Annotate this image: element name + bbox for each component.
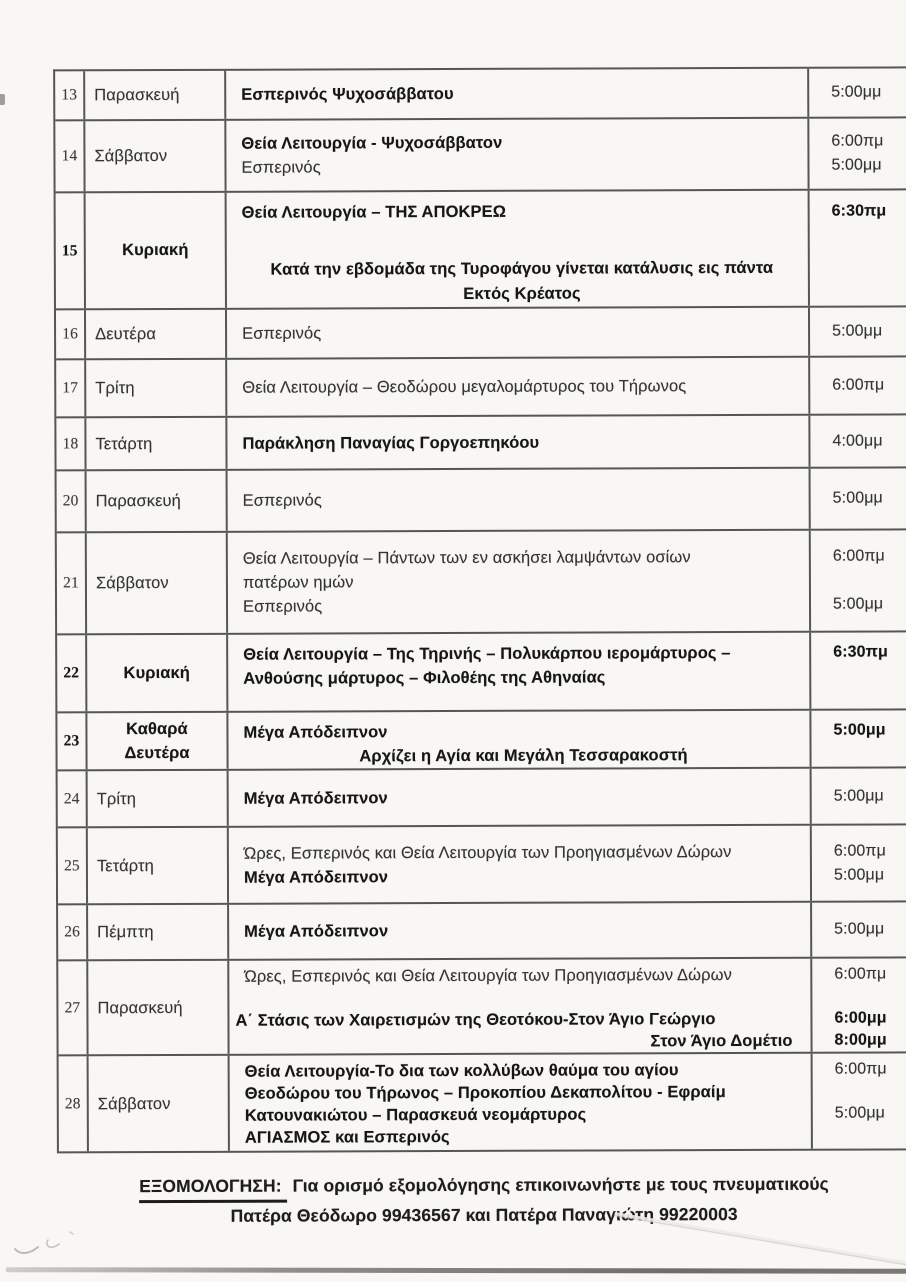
service-cell [226, 633, 809, 711]
service-time [835, 1080, 906, 1102]
schedule-table [53, 66, 906, 1153]
service-text: Εσπερινός [241, 158, 321, 177]
day-name-cell [86, 961, 227, 1054]
service-time [833, 568, 906, 592]
day-number-cell [55, 121, 83, 191]
time-cell [808, 190, 906, 305]
day-name-cell [83, 121, 224, 191]
table-row [56, 415, 906, 471]
day-number: 20 [62, 492, 79, 510]
time-cell [807, 118, 906, 188]
service-time: 5:00μμ [833, 786, 884, 805]
day-number: 21 [63, 574, 79, 592]
table-row [58, 825, 906, 905]
confession-note-line1 [60, 1170, 906, 1203]
service-text: Εσπερινός [242, 597, 323, 616]
day-name-cell [86, 771, 227, 826]
day-number: 23 [63, 732, 80, 750]
service-cell [228, 1054, 811, 1151]
service-time: 6:30πμ [831, 202, 887, 220]
service-text [242, 224, 802, 258]
time-cell [808, 415, 906, 466]
time-cell [809, 530, 906, 630]
time-cell [810, 958, 906, 1051]
pencil-scribble-artifact [12, 1222, 104, 1260]
service-text: Ώρες, Εσπερινός και Θεία Λειτουργία των Προηγιασμένων Δώρων [243, 842, 732, 863]
day-number: 14 [61, 147, 78, 165]
service-text: Αρχίζει η Αγία και Μεγάλη Τεσσαρακοστή [359, 746, 688, 766]
time-cell [807, 68, 906, 116]
table-row [55, 68, 906, 121]
service-time: 6:00πμ [832, 376, 885, 394]
service-text: Θεία Λειτουργία – Της Τηρινής – Πολυκάρπου ιερομάρτυρος – [243, 644, 731, 664]
service-time: 6:00πμ [832, 547, 885, 565]
day-name-cell [85, 713, 226, 769]
service-time: 6:00πμ [834, 1060, 887, 1078]
service-time: 4:00μμ [832, 431, 883, 450]
service-time: 6:00πμ [834, 965, 887, 983]
day-name: Δευτέρα [95, 325, 157, 344]
day-name-cell [84, 310, 225, 358]
service-text: Θεοδώρου του Τήρωνος – Προκοπίου Δεκαπολίτου - Εφραίμ [244, 1083, 726, 1103]
confession-text: Για ορισμό εξομολόγησης επικοινωνήστε με τους πνευματικούς [292, 1173, 829, 1196]
service-text: Εσπερινός Ψυχοσάββατου [241, 84, 454, 104]
time-cell [811, 1053, 906, 1148]
day-name: Σάββατον [95, 573, 169, 593]
service-text: Θεία Λειτουργία-Το δια των κολλύβων θαύμα του αγίου [244, 1061, 679, 1081]
service-text: Παράκληση Παναγίας Γοργοεπηκόου [242, 433, 540, 453]
time-cell [809, 632, 906, 708]
day-name-cell [86, 905, 227, 959]
service-text: Θεία Λειτουργία – ΤΗΣ ΑΠΟΚΡΕΩ [241, 202, 507, 222]
day-name: Δευτέρα [124, 743, 190, 763]
day-number-cell [56, 418, 84, 469]
day-number-cell [58, 961, 86, 1054]
service-time: 5:00μμ [834, 1104, 886, 1122]
day-number: 13 [61, 86, 78, 104]
service-time: 5:00μμ [832, 489, 883, 507]
day-name: Τρίτη [96, 789, 137, 808]
day-name: Καθαρά [126, 719, 188, 739]
table-row [57, 530, 906, 635]
service-cell [226, 469, 809, 531]
service-cell [226, 531, 809, 633]
service-time: 5:00μμ [833, 865, 885, 884]
service-text: Μέγα Απόδειπνον [243, 867, 389, 887]
service-time: 6:00πμ [833, 841, 886, 860]
service-text: Εκτός Κρέατος [463, 284, 581, 303]
service-time: 5:00μμ [831, 83, 882, 101]
day-name-cell [87, 1056, 228, 1151]
day-name: Κυριακή [122, 240, 189, 260]
day-number: 26 [64, 923, 81, 941]
day-number-cell [58, 905, 86, 959]
table-row [58, 768, 906, 828]
service-cell [227, 903, 810, 959]
day-name: Σάββατον [94, 146, 168, 166]
time-cell [809, 468, 906, 528]
time-cell [809, 710, 906, 766]
table-row [57, 468, 906, 533]
scan-edge-mark [0, 94, 5, 105]
service-text: Ανθούσης μάρτυρος – Φιλοθέης της Αθηναίας [243, 668, 606, 688]
day-number-cell [58, 828, 86, 903]
day-name-cell [83, 71, 224, 119]
day-name-cell [84, 360, 225, 416]
day-number: 17 [62, 379, 79, 397]
service-text: Στον Άγιο Δομέτιο [650, 1031, 793, 1051]
day-number: 24 [63, 789, 80, 807]
day-number: 28 [64, 1094, 81, 1112]
table-row [56, 190, 906, 310]
table-row [56, 307, 906, 360]
service-text: Κατουνακιώτου – Παρασκευά νεομάρτυρος [244, 1105, 587, 1125]
day-name: Παρασκευή [95, 491, 181, 511]
table-row [58, 958, 906, 1056]
day-name-cell [85, 533, 226, 633]
time-cell [808, 357, 906, 413]
service-cell [227, 769, 810, 826]
day-number: 16 [62, 325, 78, 343]
service-time: 5:00μμ [833, 721, 886, 739]
table-row [55, 118, 906, 193]
service-time: 5:00μμ [831, 156, 882, 174]
service-cell [225, 191, 808, 308]
service-text: ΑΓΙΑΣΜΟΣ και Εσπερινός [244, 1128, 450, 1147]
service-cell [225, 416, 808, 469]
table-row [56, 357, 906, 418]
service-cell [225, 358, 808, 416]
service-text: πατέρων ημών [242, 573, 354, 592]
day-number-cell [55, 71, 83, 119]
service-text: Εσπερινός [242, 491, 322, 510]
service-time: 6:00μμ [834, 1009, 887, 1027]
day-number-cell [56, 193, 84, 308]
day-name: Παρασκευή [97, 998, 183, 1017]
day-number-cell [58, 771, 86, 826]
service-cell [224, 119, 807, 191]
day-number: 18 [62, 434, 79, 452]
table-row [59, 1053, 906, 1153]
day-number-cell [57, 713, 85, 769]
day-number-cell [56, 360, 84, 416]
service-time: 5:00μμ [832, 595, 884, 613]
day-number-cell [57, 635, 85, 711]
service-time [834, 985, 906, 1007]
table-row [57, 632, 906, 713]
table-row [58, 902, 906, 961]
day-name: Τετάρτη [96, 856, 154, 875]
service-time: 6:00πμ [831, 132, 884, 150]
day-name: Παρασκευή [94, 85, 180, 105]
day-name-cell [85, 471, 226, 531]
day-name-cell [85, 635, 226, 711]
service-text [244, 986, 804, 1010]
service-time: 6:30πμ [833, 643, 888, 661]
service-text: Θεία Λειτουργία – Πάντων των εν ασκήσει λαμψάντων οσίων [242, 548, 691, 568]
service-text: Θεία Λειτουργία - Ψυχοσάββατον [241, 133, 503, 153]
service-time [835, 1124, 906, 1146]
service-time: 5:00μμ [832, 322, 883, 340]
day-number-cell [59, 1056, 87, 1151]
service-time: 5:00μμ [834, 920, 885, 938]
day-number: 15 [61, 241, 78, 259]
day-number-cell [56, 310, 84, 358]
service-cell [226, 711, 809, 769]
time-cell [810, 902, 906, 956]
day-name: Τετάρτη [95, 434, 153, 453]
time-cell [810, 768, 906, 823]
service-cell [227, 959, 810, 1054]
day-number: 25 [64, 856, 80, 874]
confession-note-line2: Πατέρα Θεόδωρο 99436567 και Πατέρα Παναγιώτη 99220003 [230, 1204, 738, 1226]
service-text: Θεία Λειτουργία – Θεοδώρου μεγαλομάρτυρος του Τήρωνος [242, 377, 687, 397]
service-text: Μέγα Απόδειπνον [243, 788, 388, 808]
confession-label: ΕΞΟΜΟΛΟΓΗΣΗ: [139, 1173, 287, 1204]
day-name-cell [86, 828, 227, 903]
table-row [57, 710, 906, 771]
service-text: Μέγα Απόδειπνον [243, 723, 388, 742]
day-name: Πέμπτη [97, 923, 154, 942]
time-cell [810, 825, 906, 900]
confession-note [2, 1170, 906, 1230]
day-name-cell [84, 193, 225, 308]
service-text: Κατά την εβδομάδα της Τυροφάγου γίνεται κατάλυσις εις πάντα [270, 258, 774, 279]
service-cell [224, 69, 807, 119]
day-number-cell [57, 533, 85, 633]
service-text: Ώρες, Εσπερινός και Θεία Λειτουργία των Προηγιασμένων Δώρων [244, 966, 732, 986]
day-name: Κυριακή [123, 663, 191, 683]
day-number-cell [57, 471, 85, 531]
service-cell [225, 308, 808, 358]
day-name: Τρίτη [95, 379, 135, 398]
day-number: 22 [63, 664, 80, 682]
day-name: Σάββατον [97, 1094, 171, 1113]
day-name-cell [84, 418, 225, 469]
time-cell [808, 307, 906, 355]
service-text: Εσπερινός [242, 324, 322, 343]
day-number: 27 [64, 998, 81, 1016]
service-cell [227, 826, 810, 903]
service-time: 8:00μμ [834, 1031, 887, 1049]
service-text: Μέγα Απόδειπνον [244, 922, 389, 941]
service-text: Α΄ Στάσις των Χαιρετισμών της Θεοτόκου-Στον Άγιο Γεώργιο [235, 1010, 716, 1030]
